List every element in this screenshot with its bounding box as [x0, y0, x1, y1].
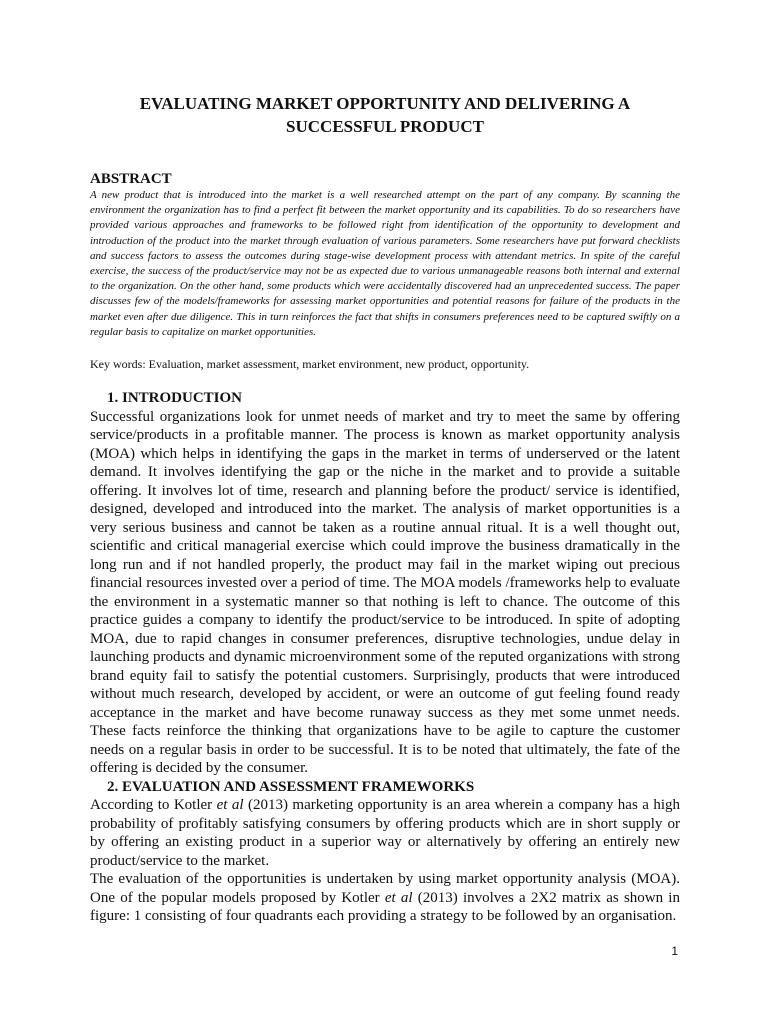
frameworks-paragraph-1	[90, 796, 680, 870]
page-number: 1	[671, 944, 678, 958]
keywords: Key words: Evaluation, market assessment, market environment, new product, opportunity.	[90, 357, 530, 372]
frameworks-p2-etal: et al	[384, 889, 413, 906]
section-heading-frameworks: 2. EVALUATION AND ASSESSMENT FRAMEWORKS	[107, 778, 475, 795]
frameworks-paragraph-2	[90, 870, 680, 926]
frameworks-p1-end: (2013) marketing opportunity is an area wherein a company has a high probability of profitably satisfying consumers by offering products which are in short supply or by offering an existing product in a superior way or alternatively by offering an entirely new product/service to the market.	[90, 797, 680, 869]
paper-title	[90, 92, 680, 138]
document-page	[90, 92, 680, 926]
introduction-paragraph: Successful organizations look for unmet needs of market and try to meet the same by offering service/products in a profitable manner. The process is known as market opportunity analysis (MOA) which helps in identifying the gaps in the market in terms of underserved or the latent demand. It involves identifying the gap or the niche in the market and to provide a suitable offering. It involves lot of time, research and planning before the product/ service is identified, designed, developed and introduced into the market. The analysis of market opportunities is a very serious business and cannot be taken as a routine annual ritual. It is a well thought out, scientific and critical managerial exercise which could improve the business dramatically in the long run and if not handled properly, the product may fail in the market wiping out precious financial resources invested over a period of time. The MOA models /frameworks help to evaluate the environment in a systematic manner so that nothing is left to chance. The outcome of this practice guides a company to identify the product/service to be introduced. In spite of adopting MOA, due to rapid changes in consumer preferences, disruptive technologies, undue delay in launching products and dynamic microenvironment some of the reputed organizations with strong brand equity fail to satisfy the potential customers. Surprisingly, products that were introduced without much research, developed by accident, or were an outcome of gut feeling found ready acceptance in the market and have become runaway success as they met some unmet needs. These facts reinforce the thinking that organizations have to be agile to capture the customer needs on a regular basis in order to be successful. It is to be noted that ultimately, the fate of the offering is decided by the consumer.	[90, 408, 680, 777]
title-line-2: SUCCESSFUL PRODUCT	[286, 117, 484, 136]
frameworks-p2-start: The evaluation of the opportunities is undertaken by using market opportunity analysis (MOA). One of the popular models proposed by Kotler	[90, 871, 680, 906]
title-line-1: EVALUATING MARKET OPPORTUNITY AND DELIVERING A	[139, 94, 631, 113]
abstract-heading: ABSTRACT	[90, 171, 172, 187]
frameworks-p1-etal: et al	[216, 797, 244, 814]
frameworks-p2-end: (2013) involves a 2X2 matrix as shown in figure: 1 consisting of four quadrants each providing a strategy to be followed by an organisation.	[90, 889, 680, 925]
abstract-text: A new product that is introduced into the market is a well researched attempt on the part of any company. By scanning the environment the organization has to find a perfect fit between the market opportunity and its capabilities. To do so researchers have provided various approaches and frameworks to be followed right from identification of the opportunity to development and introduction of the product into the market through evaluation of various parameters. Some researchers have put forward checklists and success factors to assess the outcomes during stage-wise development process with attendant metrics. In spite of the careful exercise, the success of the product/service may not be as expected due to various unmanageable reasons both internal and external to the organization. On the other hand, some products which were accidentally discovered had an unprecedented success. The paper discusses few of the models/frameworks for assessing market opportunities and potential reasons for failure of the products in the market even after due diligence. This in turn reinforces the fact that shifts in consumers preferences need to be captured swiftly on a regular basis to capitalize on market opportunities.	[90, 189, 680, 338]
frameworks-p1-start: According to Kotler	[90, 797, 217, 814]
section-heading-introduction: 1. INTRODUCTION	[107, 390, 243, 407]
